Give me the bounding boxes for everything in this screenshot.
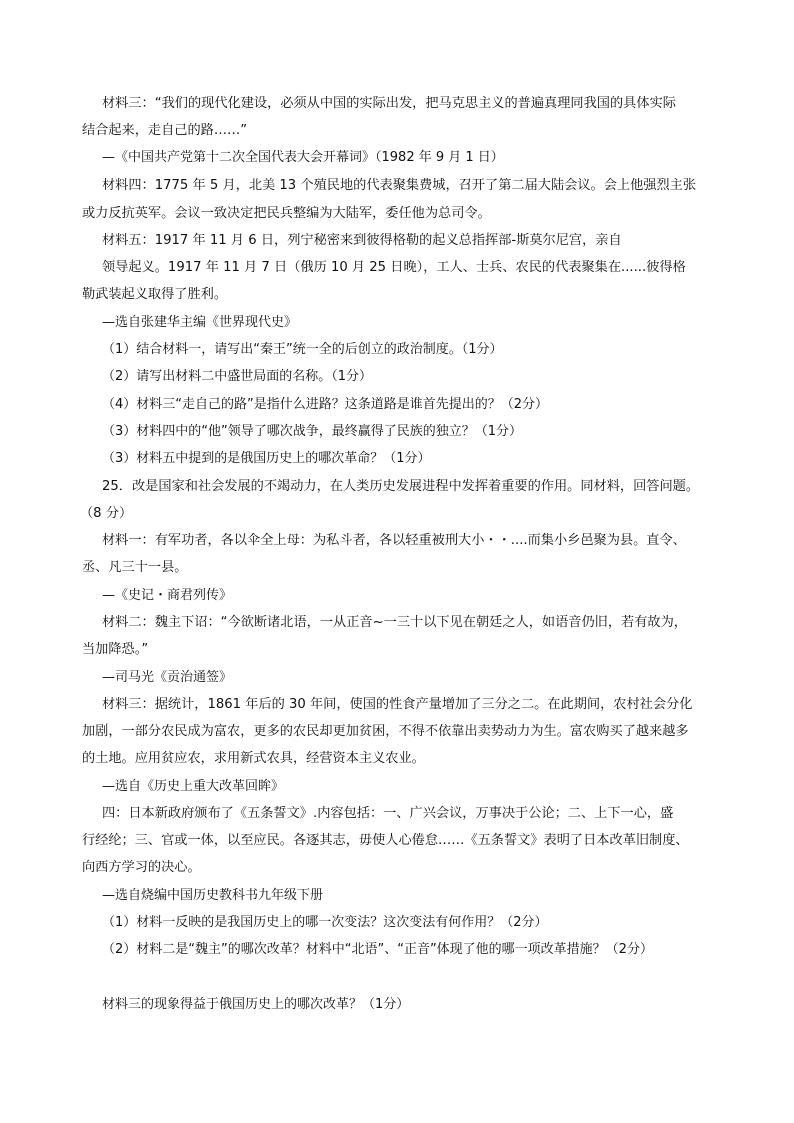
text-line: 向西方学习的决心。: [82, 860, 201, 875]
source-line: —司马光《贡治通签》: [102, 670, 233, 685]
text-line: 加剧，一部分农民成为富农，更多的农民却更加贫困，不得不依靠出卖势动力为生。富农购买了越来越多: [82, 724, 689, 739]
source-line: —选自张建华主编《世界现代史》: [102, 315, 298, 330]
text-line: 的土地。应用贫应农，求用新式农具，经营资本主义农业。: [82, 751, 425, 766]
source-line: —选自烧编中国历史教科书九年级下册: [102, 888, 324, 903]
question-line: （4）材料三“走自己的路”是指什么进路？这条道路是谁首先提出的？（2分）: [102, 397, 549, 412]
text-line: 领导起义。1917 年 11 月 7 日（俄历 10 月 25 日晚），工人、士兵、农民的代表聚集在......彼得格: [102, 260, 686, 275]
text-line: 材料五：1917 年 11 月 6 日，列宁秘密来到彼得格勒的起义总指挥部-斯莫尔尼宫，亲自: [102, 233, 622, 248]
source-line: —《中国共产党第十二次全国代表大会开幕词》（1982 年 9 月 1 日）: [102, 150, 504, 165]
question-line: （2）请写出材料二中盛世局面的名称。（1分）: [102, 369, 373, 384]
question-heading: 25．改是国家和社会发展的不竭动力，在人类历史发展进程中发挥着重要的作用。同材料，回答问题。: [102, 479, 700, 494]
question-line: 材料三的现象得益于俄国历史上的哪次改革？（1分）: [102, 997, 410, 1012]
text-line: 四：日本新政府颁布了《五条誓文》.内容包括：一、广兴会议，万事决于公论；二、上下一心，盛: [102, 806, 674, 821]
text-line: 行经纶；三、官或一体，以至应民。各逐其志，毋使人心倦怠……《五条誓文》表明了日本改革旧制度、: [82, 833, 689, 848]
question-line: （1）结合材料一，请写出“秦王”统一全的后创立的政治制度。（1分）: [102, 342, 503, 357]
question-line: （3）材料五中提到的是俄国历史上的哪次革命？（1分）: [102, 451, 431, 466]
text-line: 材料二：魏主下诏：“今欲断诸北语，一从正音~一三十以下见在朝廷之人，如语音仍旧，若有故为，: [102, 615, 687, 630]
source-line: —选自《历史上重大改革回眸》: [102, 779, 285, 794]
question-line: （3）材料四中的“他”领导了哪次战争，最终赢得了民族的独立？（1分）: [102, 424, 523, 439]
question-line: （1）材料一反映的是我国历史上的哪一次变法？这次变法有何作用？（2分）: [102, 915, 548, 930]
text-line: 当加降恐。”: [82, 642, 149, 657]
question-line: （2）材料二是“魏主”的哪次改革？材料中“北语”、“正音”体现了他的哪一项改革措施？（2分）: [102, 942, 653, 957]
text-line: 勒武装起义取得了胜利。: [82, 287, 228, 302]
text-line: 结合起来，走自己的路……”: [82, 123, 248, 138]
text-line: 材料三：“我们的现代化建设，必须从中国的实际出发，把马克思主义的普遍真理同我国的具体实际: [102, 96, 676, 111]
text-line: 丞、凡三十一县。: [82, 560, 188, 575]
text-line: （8 分）: [80, 506, 133, 521]
text-line: 或力反抗英军。会议一致决定把民兵整编为大陆军，委任他为总司令。: [82, 206, 491, 221]
source-line: —《史记・商君列传》: [102, 588, 233, 603]
text-line: 材料三：据统计，1861 年后的 30 年间，使国的性食产量增加了三分之二。在此期间，农村社会分化: [102, 697, 693, 712]
text-line: 材料四：1775 年 5 月，北美 13 个殖民地的代表聚集费城，召开了第二届大陆会议。会上他强烈主张: [102, 178, 697, 193]
text-line: 材料一：有军功者，各以伞全上母：为私斗者，各以轻重被刑大小・・....而集小乡邑聚为县。直令、: [102, 533, 686, 548]
